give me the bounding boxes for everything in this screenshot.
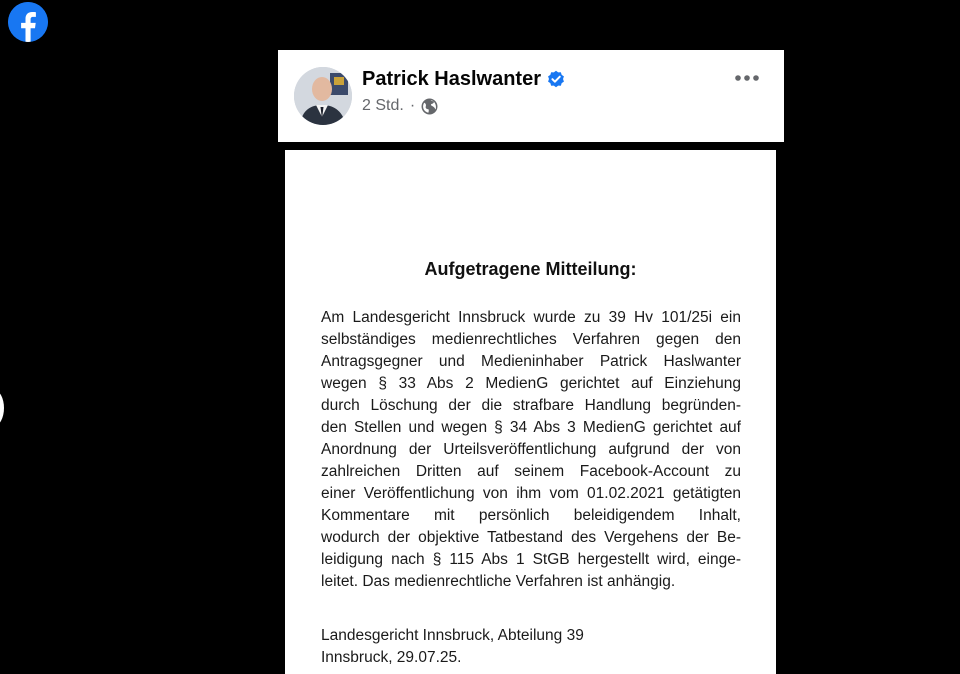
meta-separator: ·	[409, 97, 416, 114]
body-line: Kommentare mit persönlich beleidigendem Inhalt,	[321, 507, 741, 524]
post-meta	[362, 96, 438, 116]
body-line: den Stellen und wegen § 34 Abs 3 MedienG gerichtet auf	[321, 419, 741, 436]
body-line: zahlreichen Dritten auf seinem Facebook-Account zu	[321, 463, 741, 480]
body-line: wodurch der objektive Tatbestand des Vergehens der Be-	[321, 529, 741, 546]
court-department: Landesgericht Innsbruck, Abteilung 39	[321, 627, 584, 644]
body-line: Am Landesgericht Innsbruck wurde zu 39 Hv 101/25i ein	[321, 309, 741, 326]
post-image-document	[285, 150, 776, 674]
verified-badge-icon	[547, 70, 565, 88]
body-line: Anordnung der Urteilsveröffentlichung aufgrund der von	[321, 441, 741, 458]
body-line: leidigung nach § 115 Abs 1 StGB hergestellt wird, einge-	[321, 551, 741, 568]
body-line: selbständiges medienrechtliches Verfahren gegen den	[321, 331, 741, 348]
globe-icon[interactable]	[421, 98, 438, 115]
more-options-icon[interactable]	[734, 72, 760, 84]
body-line: einer Veröffentlichung von ihm vom 01.02.2021 getätigten	[321, 485, 741, 502]
body-line: durch Löschung der die strafbare Handlung begründen-	[321, 397, 741, 414]
place-date: Innsbruck, 29.07.25.	[321, 649, 462, 666]
document-signature	[321, 625, 584, 669]
body-line: leitet. Das medienrechtliche Verfahren ist anhängig.	[321, 573, 676, 590]
post-header	[278, 50, 784, 142]
avatar[interactable]	[294, 67, 352, 125]
previous-photo-button[interactable]	[0, 390, 4, 426]
author-name[interactable]: Patrick Haslwanter	[362, 68, 541, 90]
document-title: Aufgetragene Mitteilung:	[424, 259, 637, 279]
body-line: Antragsgegner und Medieninhaber Patrick Haslwanter	[321, 353, 741, 370]
body-line: wegen § 33 Abs 2 MedienG gerichtet auf Einziehung	[321, 375, 741, 392]
facebook-logo-icon[interactable]	[8, 2, 48, 42]
post-timestamp[interactable]: 2 Std.	[362, 97, 404, 114]
document-body	[321, 307, 741, 593]
